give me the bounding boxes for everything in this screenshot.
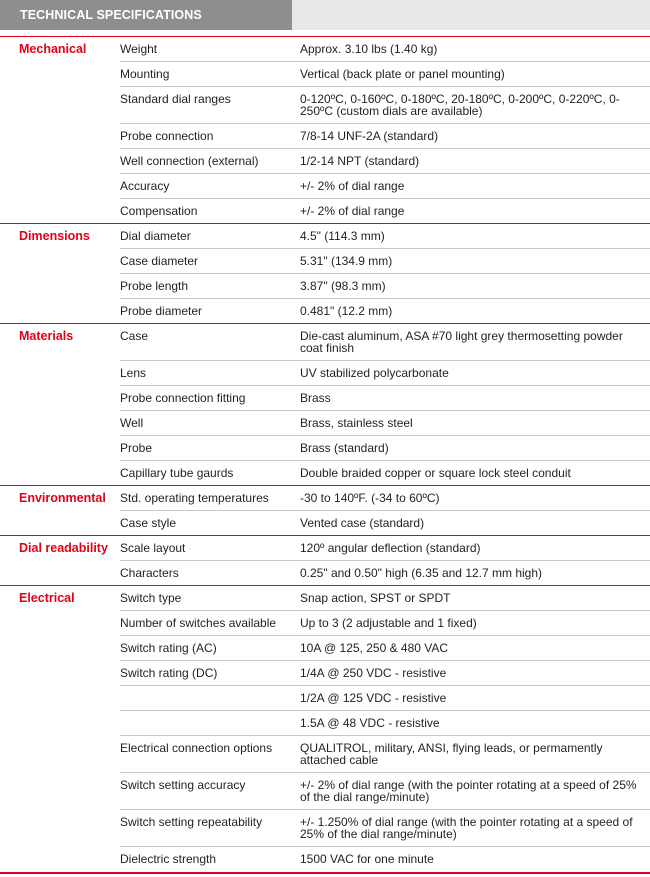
section-spacer: [0, 361, 120, 386]
section-spacer: [0, 636, 120, 661]
spec-label: Case: [120, 324, 300, 361]
section-heading: Electrical: [0, 586, 120, 611]
spec-value: 1/2-14 NPT (standard): [300, 149, 650, 174]
spec-row: [0, 411, 650, 436]
spec-value: 1/2A @ 125 VDC - resistive: [300, 686, 650, 711]
spec-label: Compensation: [120, 199, 300, 224]
section-heading: Dimensions: [0, 224, 120, 249]
spec-label: Well connection (external): [120, 149, 300, 174]
spec-label: Standard dial ranges: [120, 87, 300, 124]
spec-label: Probe: [120, 436, 300, 461]
spec-label: Std. operating temperatures: [120, 486, 300, 511]
spec-value: Approx. 3.10 lbs (1.40 kg): [300, 37, 650, 62]
spec-row: [0, 586, 650, 611]
section-spacer: [0, 686, 120, 711]
spec-value: Brass, stainless steel: [300, 411, 650, 436]
spec-label: Switch rating (DC): [120, 661, 300, 686]
spec-row: [0, 62, 650, 87]
spec-row: [0, 736, 650, 773]
spec-row: [0, 847, 650, 872]
spec-label: Number of switches available: [120, 611, 300, 636]
spec-label: Probe diameter: [120, 299, 300, 324]
spec-value: 10A @ 125, 250 & 480 VAC: [300, 636, 650, 661]
section-spacer: [0, 411, 120, 436]
section-spacer: [0, 661, 120, 686]
spec-row: [0, 386, 650, 411]
spec-value: Vertical (back plate or panel mounting): [300, 62, 650, 87]
section-spacer: [0, 736, 120, 773]
spec-value: 0-120ºC, 0-160ºC, 0-180ºC, 20-180ºC, 0-200ºC, 0-220ºC, 0-250ºC (custom dials are available): [300, 87, 650, 124]
spec-value: +/- 1.250% of dial range (with the pointer rotating at a speed of 25% of the dial range/minute): [300, 810, 650, 847]
spec-value: 3.87" (98.3 mm): [300, 274, 650, 299]
spec-value: +/- 2% of dial range: [300, 199, 650, 224]
spec-row: [0, 361, 650, 386]
spec-row: [0, 636, 650, 661]
spec-row: [0, 149, 650, 174]
spec-row: [0, 536, 650, 561]
spec-label: Switch rating (AC): [120, 636, 300, 661]
spec-label: Capillary tube gaurds: [120, 461, 300, 486]
section-spacer: [0, 461, 120, 486]
spec-label: Dial diameter: [120, 224, 300, 249]
spec-label: Electrical connection options: [120, 736, 300, 773]
spec-row: [0, 486, 650, 511]
section-spacer: [0, 87, 120, 124]
spec-row: [0, 224, 650, 249]
spec-label: Probe connection fitting: [120, 386, 300, 411]
spec-label: Probe length: [120, 274, 300, 299]
section-spacer: [0, 274, 120, 299]
spec-value: 0.25" and 0.50" high (6.35 and 12.7 mm high): [300, 561, 650, 586]
section-spacer: [0, 611, 120, 636]
spec-label: [120, 711, 300, 736]
section-heading: Dial readability: [0, 536, 120, 561]
spec-table: [0, 36, 650, 871]
spec-value: 4.5" (114.3 mm): [300, 224, 650, 249]
spec-value: -30 to 140ºF. (-34 to 60ºC): [300, 486, 650, 511]
spec-value: 5.31" (134.9 mm): [300, 249, 650, 274]
spec-value: Double braided copper or square lock steel conduit: [300, 461, 650, 486]
section-spacer: [0, 149, 120, 174]
spec-value: +/- 2% of dial range: [300, 174, 650, 199]
spec-label: Switch type: [120, 586, 300, 611]
spec-value: Snap action, SPST or SPDT: [300, 586, 650, 611]
spec-value: 0.481" (12.2 mm): [300, 299, 650, 324]
section-spacer: [0, 561, 120, 586]
section-spacer: [0, 124, 120, 149]
spec-label: Well: [120, 411, 300, 436]
spec-row: [0, 274, 650, 299]
spec-label: Characters: [120, 561, 300, 586]
spec-row: [0, 249, 650, 274]
spec-value: Vented case (standard): [300, 511, 650, 536]
spec-row: [0, 199, 650, 224]
spec-value: +/- 2% of dial range (with the pointer rotating at a speed of 25% of the dial range/minute): [300, 773, 650, 810]
section-spacer: [0, 773, 120, 810]
spec-label: Weight: [120, 37, 300, 62]
section-spacer: [0, 299, 120, 324]
section-spacer: [0, 174, 120, 199]
section-spacer: [0, 810, 120, 847]
spec-label: Mounting: [120, 62, 300, 87]
spec-row: [0, 124, 650, 149]
spec-label: Probe connection: [120, 124, 300, 149]
spec-row: [0, 511, 650, 536]
spec-row: [0, 661, 650, 686]
spec-value: 1.5A @ 48 VDC - resistive: [300, 711, 650, 736]
section-spacer: [0, 436, 120, 461]
spec-value: 120º angular deflection (standard): [300, 536, 650, 561]
spec-value: Brass: [300, 386, 650, 411]
spec-value: 7/8-14 UNF-2A (standard): [300, 124, 650, 149]
spec-row: [0, 324, 650, 361]
section-spacer: [0, 62, 120, 87]
bottom-divider: [0, 872, 650, 874]
spec-row: [0, 810, 650, 847]
spec-row: [0, 436, 650, 461]
spec-row: [0, 711, 650, 736]
spec-label: Accuracy: [120, 174, 300, 199]
spec-row: [0, 561, 650, 586]
spec-row: [0, 87, 650, 124]
section-heading: Materials: [0, 324, 120, 361]
spec-value: UV stabilized polycarbonate: [300, 361, 650, 386]
spec-label: Case style: [120, 511, 300, 536]
spec-value: 1500 VAC for one minute: [300, 847, 650, 872]
section-spacer: [0, 511, 120, 536]
spec-row: [0, 686, 650, 711]
spec-value: 1/4A @ 250 VDC - resistive: [300, 661, 650, 686]
spec-row: [0, 461, 650, 486]
section-spacer: [0, 711, 120, 736]
section-heading: Environmental: [0, 486, 120, 511]
section-spacer: [0, 249, 120, 274]
spec-label: Case diameter: [120, 249, 300, 274]
spec-label: Switch setting accuracy: [120, 773, 300, 810]
spec-row: [0, 611, 650, 636]
spec-value: Brass (standard): [300, 436, 650, 461]
spec-label: Dielectric strength: [120, 847, 300, 872]
spec-row: [0, 174, 650, 199]
spec-row: [0, 773, 650, 810]
section-spacer: [0, 386, 120, 411]
section-heading: Mechanical: [0, 37, 120, 62]
spec-label: [120, 686, 300, 711]
spec-value: Die-cast aluminum, ASA #70 light grey thermosetting powder coat finish: [300, 324, 650, 361]
spec-value: QUALITROL, military, ANSI, flying leads, or permamently attached cable: [300, 736, 650, 773]
page-title: TECHNICAL SPECIFICATIONS: [0, 0, 292, 30]
spec-row: [0, 37, 650, 62]
section-spacer: [0, 199, 120, 224]
section-spacer: [0, 847, 120, 872]
spec-value: Up to 3 (2 adjustable and 1 fixed): [300, 611, 650, 636]
spec-label: Lens: [120, 361, 300, 386]
spec-row: [0, 299, 650, 324]
spec-label: Switch setting repeatability: [120, 810, 300, 847]
spec-label: Scale layout: [120, 536, 300, 561]
